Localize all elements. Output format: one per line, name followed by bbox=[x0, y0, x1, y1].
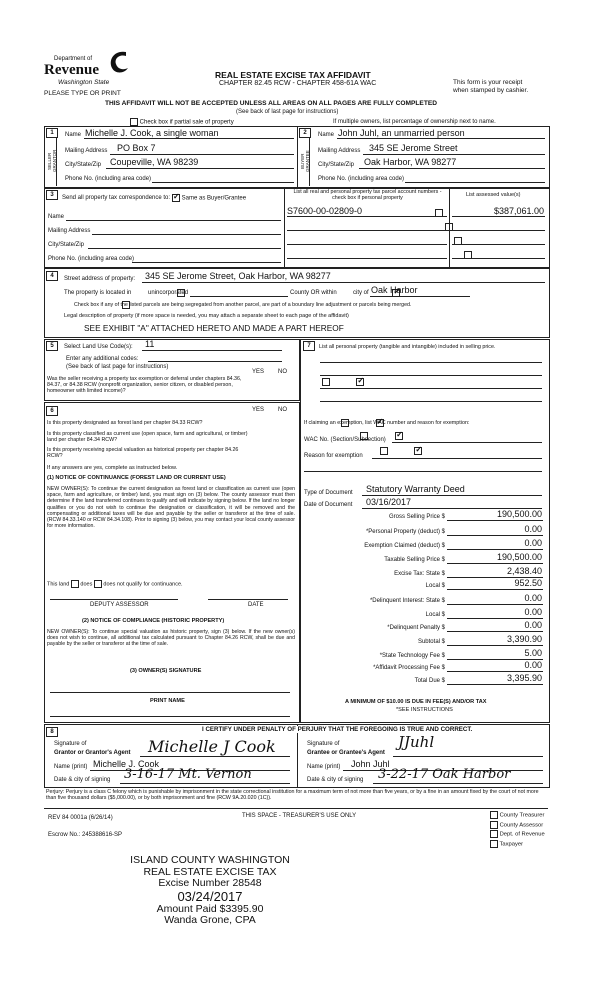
same-as-buyer-label: Same as Buyer/Grantee bbox=[181, 195, 247, 202]
tax-row-value[interactable]: 190,500.00 bbox=[496, 509, 542, 519]
tax-row-value[interactable]: 3,395.90 bbox=[506, 673, 542, 683]
copy-item bbox=[490, 811, 545, 821]
grantee-agent-label: Grantee or Grantee's Agent bbox=[307, 750, 385, 756]
stamp-line: ISLAND COUNTY WASHINGTON bbox=[130, 854, 290, 866]
tax-row-value[interactable]: 5.00 bbox=[524, 648, 542, 658]
copy-label: County Assessor bbox=[499, 822, 544, 829]
grantee-name-label: Name (print) bbox=[307, 764, 341, 770]
owner-signature-title: (3) OWNER(S) SIGNATURE bbox=[130, 668, 202, 674]
county-or-within-label: County OR within bbox=[290, 290, 337, 296]
copy-distribution-list bbox=[490, 811, 545, 849]
tax-row-value[interactable]: 3,390.90 bbox=[506, 634, 542, 644]
section-4-number: 4 bbox=[46, 271, 58, 281]
s5-no-header: NO bbox=[278, 369, 287, 375]
additional-codes-label: Enter any additional codes: bbox=[66, 356, 139, 362]
unincorporated-label: unincorporated bbox=[148, 290, 189, 296]
land-use-label: Select Land Use Code(s): bbox=[64, 344, 133, 350]
tax-row-value[interactable]: 0.00 bbox=[524, 660, 542, 670]
land-use-code-field[interactable]: 11 bbox=[145, 339, 155, 349]
does-not-checkbox[interactable] bbox=[94, 580, 102, 588]
section-5-number: 5 bbox=[46, 341, 58, 351]
partial-sale-checkbox[interactable] bbox=[130, 118, 138, 126]
s6-yes-header: YES bbox=[252, 407, 265, 413]
warning-banner: THIS AFFIDAVIT WILL NOT BE ACCEPTED UNLESS ALL AREAS ON ALL PAGES ARE FULLY COMPLETED bbox=[105, 100, 438, 107]
tax-row-value[interactable]: 0.00 bbox=[524, 538, 542, 548]
current-use-question: Is this property classified as current use (open space, farm and agricultural, or timber) land per chapter 84.34 RCW? bbox=[47, 431, 248, 444]
s6-no-header: NO bbox=[278, 407, 287, 413]
doc-date-label: Date of Document bbox=[304, 502, 353, 508]
escrow-number: Escrow No.: 245388616-SP bbox=[48, 832, 123, 838]
stamp-line: REAL ESTATE EXCISE TAX bbox=[143, 865, 277, 878]
does-label: does bbox=[80, 581, 93, 588]
historic-notice-text: NEW OWNER(S): To continue special valuation as historic property, sign (3) below. If the new owner(s) does not wish to continue, all additional tax calculated pursuant to Chapter 84.26 RCW, shall be due and payable by the seller or transferor at the time of sale. bbox=[47, 629, 295, 648]
city-field[interactable]: Oak Harbor bbox=[371, 285, 418, 295]
assessed-value-field[interactable]: $387,061.00 bbox=[493, 206, 544, 216]
tax-row-label: *Delinquent Interest: State $ bbox=[369, 598, 445, 604]
partial-sale-label: Check box if partial sale of property bbox=[139, 119, 234, 126]
tax-row-value[interactable]: 952.50 bbox=[514, 578, 542, 588]
copy-checkbox[interactable] bbox=[490, 830, 498, 838]
form-chapter: CHAPTER 82.45 RCW - CHAPTER 458-61A WAC bbox=[219, 80, 377, 87]
tax-row-label: Local $ bbox=[425, 583, 445, 589]
forest-notice-text: NEW OWNER(S): To continue the current designation as forest land or classification as current use (open space, farm and agriculture, or timber) land, you must sign on (3) below. The county assessor must then determine if the land transferred continues to qualify and will indicate by signing below. If the land no longer qualifies or you do not wish to continue the designation or classification, it will be removed and the compensating or additional taxes will be due and payable by the seller or transferor at the time of sale. (RCW 84.33.140 or RCW 84.34.108). Prior to signing (3) below, you may contact your local county assessor for more information. bbox=[47, 486, 295, 530]
seller-city-label: City/State/Zip bbox=[65, 162, 102, 168]
seller-name-field[interactable]: Michelle J. Cook, a single woman bbox=[85, 128, 219, 138]
corr-name-label: Name bbox=[48, 214, 65, 220]
tax-row-value[interactable]: 0.00 bbox=[524, 620, 542, 630]
section-8-number: 8 bbox=[46, 727, 58, 737]
stamp-date: 03/24/2017 bbox=[177, 888, 243, 904]
revenue-wordmark: Revenue bbox=[44, 62, 99, 78]
certify-statement: I CERTIFY UNDER PENALTY OF PERJURY THAT THE FOREGOING IS TRUE AND CORRECT. bbox=[202, 726, 473, 733]
tax-row-label: *State Technology Fee $ bbox=[379, 653, 445, 659]
forest-land-question: Is this property designated as forest land per chapter 84.33 RCW? bbox=[47, 420, 203, 426]
receipt-line-2: when stamped by cashier. bbox=[453, 87, 529, 94]
street-label: Street address of property: bbox=[64, 276, 136, 282]
copy-label: Taxpayer bbox=[499, 841, 524, 848]
tax-row-label: *Affidavit Processing Fee $ bbox=[373, 665, 445, 671]
tax-row-label: *Delinquent Penalty $ bbox=[387, 625, 445, 631]
stamp-line: Excise Number 28548 bbox=[158, 877, 262, 889]
tax-row-value[interactable]: 0.00 bbox=[524, 593, 542, 603]
perjury-notice: Perjury: Perjury is a class C felony which is punishable by imprisonment in the state correctional institution for a maximum term of not more than five years, or by a fine in an amount fixed by the court of not more than five thousand dollars ($5,000.00), or by both imprisonment and fine (RCW 9A.20.020 (1C)). bbox=[46, 789, 539, 802]
assessed-header: List assessed value(s) bbox=[466, 192, 521, 198]
copy-label: County Treasurer bbox=[499, 812, 545, 819]
see-back-note: (See back of last page for instructions) bbox=[236, 109, 339, 115]
qualify-row bbox=[47, 580, 183, 588]
grantor-signature[interactable]: Michelle J Cook bbox=[148, 737, 276, 756]
tax-row-label: Exemption Claimed (deduct) $ bbox=[364, 543, 445, 549]
grantor-date-label: Date & city of signing bbox=[54, 777, 111, 783]
dept-of-label: Department of bbox=[54, 56, 93, 62]
section-7-number: 7 bbox=[303, 341, 315, 351]
buyer-phone-label: Phone No. (including area code) bbox=[318, 176, 405, 182]
copy-item bbox=[490, 821, 545, 831]
copy-item bbox=[490, 830, 545, 840]
copy-item bbox=[490, 840, 545, 850]
city-of-label: city of bbox=[353, 290, 369, 296]
parcel-number-field[interactable]: S7600-00-02809-0 bbox=[287, 206, 363, 216]
section-3-number: 3 bbox=[46, 190, 58, 200]
doc-type-field[interactable]: Statutory Warranty Deed bbox=[366, 484, 465, 494]
seller-grantor-side-label: SELLER GRANTOR bbox=[47, 149, 58, 173]
grantee-date-field[interactable]: 3-22-17 Oak Harbor bbox=[378, 767, 511, 782]
personal-property-label: List all personal property (tangible and intangible) included in selling price. bbox=[319, 344, 496, 350]
tax-row-label: Gross Selling Price $ bbox=[388, 514, 445, 520]
exemption-question: Was the seller receiving a property tax exemption or deferral under chapters 84.36, 84.37, or 84.38 RCW (nonprofit organization, senior citizen, or disabled person, homeowner with limited income)? bbox=[47, 376, 242, 395]
seller-address-label: Mailing Address bbox=[65, 148, 108, 154]
tax-row-value[interactable]: 0.00 bbox=[524, 524, 542, 534]
doc-type-label: Type of Document bbox=[304, 490, 353, 496]
wac-label: WAC No. (Section/Subsection) bbox=[304, 437, 386, 443]
grantor-name-field[interactable]: Michelle J. Cook bbox=[93, 759, 160, 769]
historic-question: Is this property receiving special valuation as historical property per chapter 84.26 RCW? bbox=[47, 447, 239, 460]
land-use-see-back: (See back of last page for instructions) bbox=[66, 364, 169, 370]
tax-row-label: Taxable Selling Price $ bbox=[384, 557, 445, 563]
see-instructions-note: *SEE INSTRUCTIONS bbox=[396, 707, 453, 713]
grantee-name-field[interactable]: John Juhl bbox=[351, 759, 390, 769]
section-6-number: 6 bbox=[46, 406, 58, 416]
stamp-line: Amount Paid $3395.90 bbox=[156, 902, 264, 915]
buyer-address-field[interactable]: 345 SE Jerome Street bbox=[369, 143, 458, 153]
tax-row-label: Total Due $ bbox=[414, 678, 445, 684]
tax-row-label: Subtotal $ bbox=[417, 639, 445, 645]
buyer-grantee-side-label: BUYER GRANTEE bbox=[300, 150, 311, 172]
corr-phone-label: Phone No. (including area code) bbox=[48, 256, 135, 262]
copy-checkbox[interactable] bbox=[490, 811, 498, 819]
tax-row-label: Excise Tax: State $ bbox=[394, 571, 445, 577]
street-address-field[interactable]: 345 SE Jerome Street, Oak Harbor, WA 98277 bbox=[145, 271, 331, 281]
buyer-address-label: Mailing Address bbox=[318, 148, 361, 154]
revenue-swirl-icon bbox=[106, 48, 132, 78]
stamp-line: Wanda Grone, CPA bbox=[164, 914, 256, 926]
same-as-buyer-checkbox[interactable] bbox=[172, 194, 180, 202]
grantee-date-label: Date & city of signing bbox=[307, 777, 364, 783]
copy-checkbox[interactable] bbox=[490, 840, 498, 848]
print-name-label: PRINT NAME bbox=[150, 698, 185, 704]
tax-row-label: Local $ bbox=[425, 612, 445, 618]
does-not-label: does not qualify for continuance. bbox=[103, 581, 183, 588]
multiple-owners-note: If multiple owners, list percentage of ownership next to name. bbox=[333, 119, 496, 125]
deputy-assessor-label: DEPUTY ASSESSOR bbox=[90, 602, 149, 608]
grantor-name-label: Name (print) bbox=[54, 764, 88, 770]
doc-date-field[interactable]: 03/16/2017 bbox=[366, 497, 412, 507]
minimum-due-note: A MINIMUM OF $10.00 IS DUE IN FEE(S) AND/OR TAX bbox=[345, 699, 487, 705]
buyer-city-field[interactable]: Oak Harbor, WA 98277 bbox=[364, 157, 457, 167]
forest-notice-title: (1) NOTICE OF CONTINUANCE (FOREST LAND OR CURRENT USE) bbox=[47, 475, 226, 481]
this-land-label: This land bbox=[47, 581, 70, 588]
tax-row-value[interactable]: 2,438.40 bbox=[506, 566, 542, 576]
copy-checkbox[interactable] bbox=[490, 821, 498, 829]
tax-row-value[interactable]: 0.00 bbox=[524, 607, 542, 617]
seller-name-label: Name bbox=[65, 132, 82, 138]
county-receipt-stamp bbox=[110, 855, 310, 927]
grantor-date-field[interactable]: 3-16-17 Mt. Vernon bbox=[124, 767, 252, 782]
if-yes-note: If any answers are yes, complete as instructed below. bbox=[47, 465, 178, 471]
same-as-buyer-row bbox=[172, 194, 246, 202]
buyer-city-label: City/State/Zip bbox=[318, 162, 355, 168]
seller-address-field[interactable]: PO Box 7 bbox=[117, 143, 156, 153]
buyer-name-label: Name bbox=[318, 132, 335, 138]
correspondence-label: Send all property tax correspondence to: bbox=[62, 195, 171, 201]
located-label: The property is located in bbox=[64, 290, 132, 296]
buyer-name-field[interactable]: John Juhl, an unmarried person bbox=[338, 128, 465, 138]
segregated-label: Check box if any of the listed parcels are being segregated from another parcel, are part of a boundary line adjustment or parcels being merged. bbox=[74, 302, 412, 308]
does-checkbox[interactable] bbox=[71, 580, 79, 588]
copy-label: Dept. of Revenue bbox=[499, 831, 545, 838]
receipt-line-1: This form is your receipt bbox=[453, 79, 523, 86]
rev-form-number: REV 84 0001a (6/26/14) bbox=[48, 815, 113, 821]
exemption-claim-label: If claiming an exemption, list WAC number and reason for exemption: bbox=[304, 420, 470, 426]
historic-notice-title: (2) NOTICE OF COMPLIANCE (HISTORIC PROPERTY) bbox=[82, 618, 225, 624]
section-2-number: 2 bbox=[299, 128, 311, 138]
corr-city-label: City/State/Zip bbox=[48, 242, 85, 248]
s5-yes-header: YES bbox=[252, 369, 265, 375]
tax-row-label: *Personal Property (deduct) $ bbox=[365, 529, 445, 535]
tax-row-value[interactable]: 190,500.00 bbox=[496, 552, 542, 562]
treasurer-only-label: THIS SPACE - TREASURER'S USE ONLY bbox=[242, 813, 357, 819]
legal-description-field[interactable]: SEE EXHIBIT "A" ATTACHED HERETO AND MADE A PART HEREOF bbox=[84, 323, 344, 333]
grantor-sig-label: Signature of bbox=[54, 741, 87, 747]
form-title: REAL ESTATE EXCISE TAX AFFIDAVIT bbox=[215, 70, 371, 80]
seller-phone-label: Phone No. (including area code) bbox=[65, 176, 152, 182]
revenue-logo bbox=[44, 44, 134, 94]
parcel-header: List all real and personal property tax parcel account numbers - check box if personal property bbox=[293, 189, 442, 202]
section-1-number: 1 bbox=[46, 128, 58, 138]
grantee-sig-label: Signature of bbox=[307, 741, 340, 747]
grantee-signature[interactable]: JJuhl bbox=[398, 733, 435, 751]
seller-city-field[interactable]: Coupeville, WA 98239 bbox=[110, 157, 199, 167]
grantor-agent-label: Grantor or Grantor's Agent bbox=[54, 750, 131, 756]
please-type-label: PLEASE TYPE OR PRINT bbox=[44, 90, 121, 97]
washington-state-label: Washington State bbox=[58, 79, 110, 86]
legal-description-label: Legal description of property (if more space is needed, you may attach a separate sheet to each page of the affidavit) bbox=[64, 313, 349, 319]
deputy-date-label: DATE bbox=[248, 602, 264, 608]
reason-label: Reason for exemption bbox=[304, 453, 363, 459]
corr-mailing-label: Mailing Address bbox=[48, 228, 91, 234]
